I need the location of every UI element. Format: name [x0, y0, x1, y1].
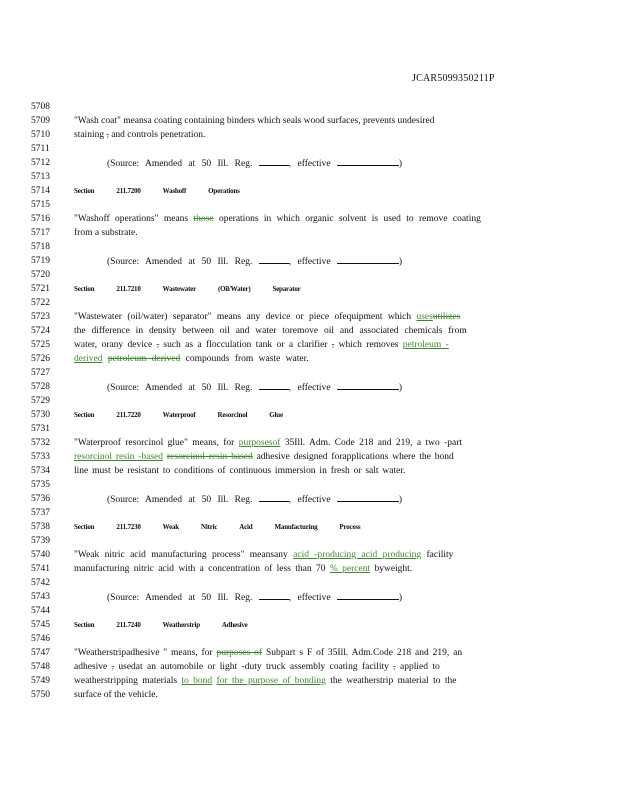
document-body — [74, 100, 544, 702]
line-number: 5746 — [31, 634, 50, 644]
line-number: 5750 — [31, 690, 50, 700]
line-number: 5713 — [31, 172, 50, 182]
source-note: (Source: Amended at 50 Ill. Reg. , effective ) — [74, 590, 544, 604]
line-number: 5730 — [31, 410, 50, 420]
waterproof-def-line1: "Waterproof resorcinol glue" means, for purposesof 35Ill. Adm. Code 218 and 219, a two -part — [74, 438, 463, 448]
line-number: 5741 — [31, 564, 50, 574]
line-number: 5718 — [31, 242, 50, 252]
weatherstrip-def-line3: weatherstripping materials to bond for the purpose of bonding the weatherstrip material to the — [74, 676, 457, 686]
line-number: 5738 — [31, 522, 50, 532]
line-number: 5725 — [31, 340, 50, 350]
weatherstrip-def-line2: adhesive , usedat an automobile or light -duty truck assembly coating facility , applied to — [74, 662, 440, 672]
weak-nitric-def-line1: "Weak nitric acid manufacturing process" meansany acid -producing acid producing facility — [74, 550, 454, 560]
line-number: 5726 — [31, 354, 50, 364]
source-note: (Source: Amended at 50 Ill. Reg. , effective ) — [74, 156, 544, 170]
source-note: (Source: Amended at 50 Ill. Reg. , effective ) — [74, 492, 544, 506]
weatherstrip-def-line1: "Weatherstripadhesive " means, for purposes of Subpart s F of 35Ill. Adm.Code 218 and 219, an — [74, 648, 463, 658]
line-number: 5748 — [31, 662, 50, 672]
line-number: 5749 — [31, 676, 50, 686]
section-heading-wastewater: Section 211.7210 Wastewater (Oil/Water) Separator — [74, 285, 301, 293]
document-id: JCAR5099350211P — [412, 73, 495, 84]
line-number: 5724 — [31, 326, 50, 336]
section-heading-washoff: Section 211.7200 Washoff Operations — [74, 187, 240, 195]
wash-coat-def-line1: "Wash coat" meansa coating containing binders which seals wood surfaces, prevents undesired — [74, 116, 435, 126]
wastewater-def-line1: "Wastewater (oil/water) separator" means any device or piece ofequipment which usesutilizes — [74, 312, 461, 322]
line-number: 5711 — [31, 144, 50, 154]
line-number: 5712 — [31, 158, 50, 168]
line-number: 5729 — [31, 396, 50, 406]
section-heading-weatherstrip: Section 211.7240 Weatherstrip Adhesive — [74, 621, 248, 629]
line-number: 5740 — [31, 550, 50, 560]
wastewater-def-line3: water, orany device , such as a flocculation tank or a clarifier , which removes petroleum - — [74, 340, 449, 350]
line-number: 5719 — [31, 256, 50, 266]
section-heading-waterproof: Section 211.7220 Waterproof Resorcinol Glue — [74, 411, 283, 419]
line-number: 5743 — [31, 592, 50, 602]
waterproof-def-line2: resorcinol resin -based resorcinol resin based adhesive designed forapplications where the bond — [74, 452, 454, 462]
line-number: 5714 — [31, 186, 50, 196]
waterproof-def-line3: line must be resistant to conditions of continuous immersion in fresh or salt water. — [74, 466, 406, 476]
source-note: (Source: Amended at 50 Ill. Reg. , effective ) — [74, 380, 544, 394]
washoff-def-line2: from a substrate. — [74, 228, 138, 238]
line-number: 5722 — [31, 298, 50, 308]
line-number: 5734 — [31, 466, 50, 476]
line-number: 5733 — [31, 452, 50, 462]
line-number: 5716 — [31, 214, 50, 224]
section-heading-weak-nitric: Section 211.7230 Weak Nitric Acid Manufacturing Process — [74, 523, 361, 531]
line-number: 5709 — [31, 116, 50, 126]
line-number: 5715 — [31, 200, 50, 210]
line-number: 5728 — [31, 382, 50, 392]
wastewater-def-line4: derived petroleum derived compounds from waste water. — [74, 354, 309, 364]
line-number: 5742 — [31, 578, 50, 588]
weatherstrip-def-line4: surface of the vehicle. — [74, 690, 158, 700]
line-number: 5727 — [31, 368, 50, 378]
source-note: (Source: Amended at 50 Ill. Reg. , effective ) — [74, 254, 544, 268]
line-number: 5708 — [31, 102, 50, 112]
line-number: 5717 — [31, 228, 50, 238]
weak-nitric-def-line2: manufacturing nitric acid with a concentration of less than 70 % percent byweight. — [74, 564, 413, 574]
line-number: 5732 — [31, 438, 50, 448]
line-number: 5721 — [31, 284, 50, 294]
line-number: 5723 — [31, 312, 50, 322]
line-number: 5737 — [31, 508, 50, 518]
line-number: 5736 — [31, 494, 50, 504]
line-number: 5710 — [31, 130, 50, 140]
line-numbers — [31, 100, 57, 702]
line-number: 5747 — [31, 648, 50, 658]
line-number: 5739 — [31, 536, 50, 546]
line-number: 5745 — [31, 620, 50, 630]
line-number: 5731 — [31, 424, 50, 434]
line-number: 5735 — [31, 480, 50, 490]
washoff-def-line1: "Washoff operations" means those operations in which organic solvent is used to remove coating — [74, 214, 481, 224]
wash-coat-def-line2: staining , and controls penetration. — [74, 130, 206, 140]
line-number: 5744 — [31, 606, 50, 616]
line-number: 5720 — [31, 270, 50, 280]
wastewater-def-line2: the difference in density between oil and water toremove oil and associated chemicals from — [74, 326, 467, 336]
